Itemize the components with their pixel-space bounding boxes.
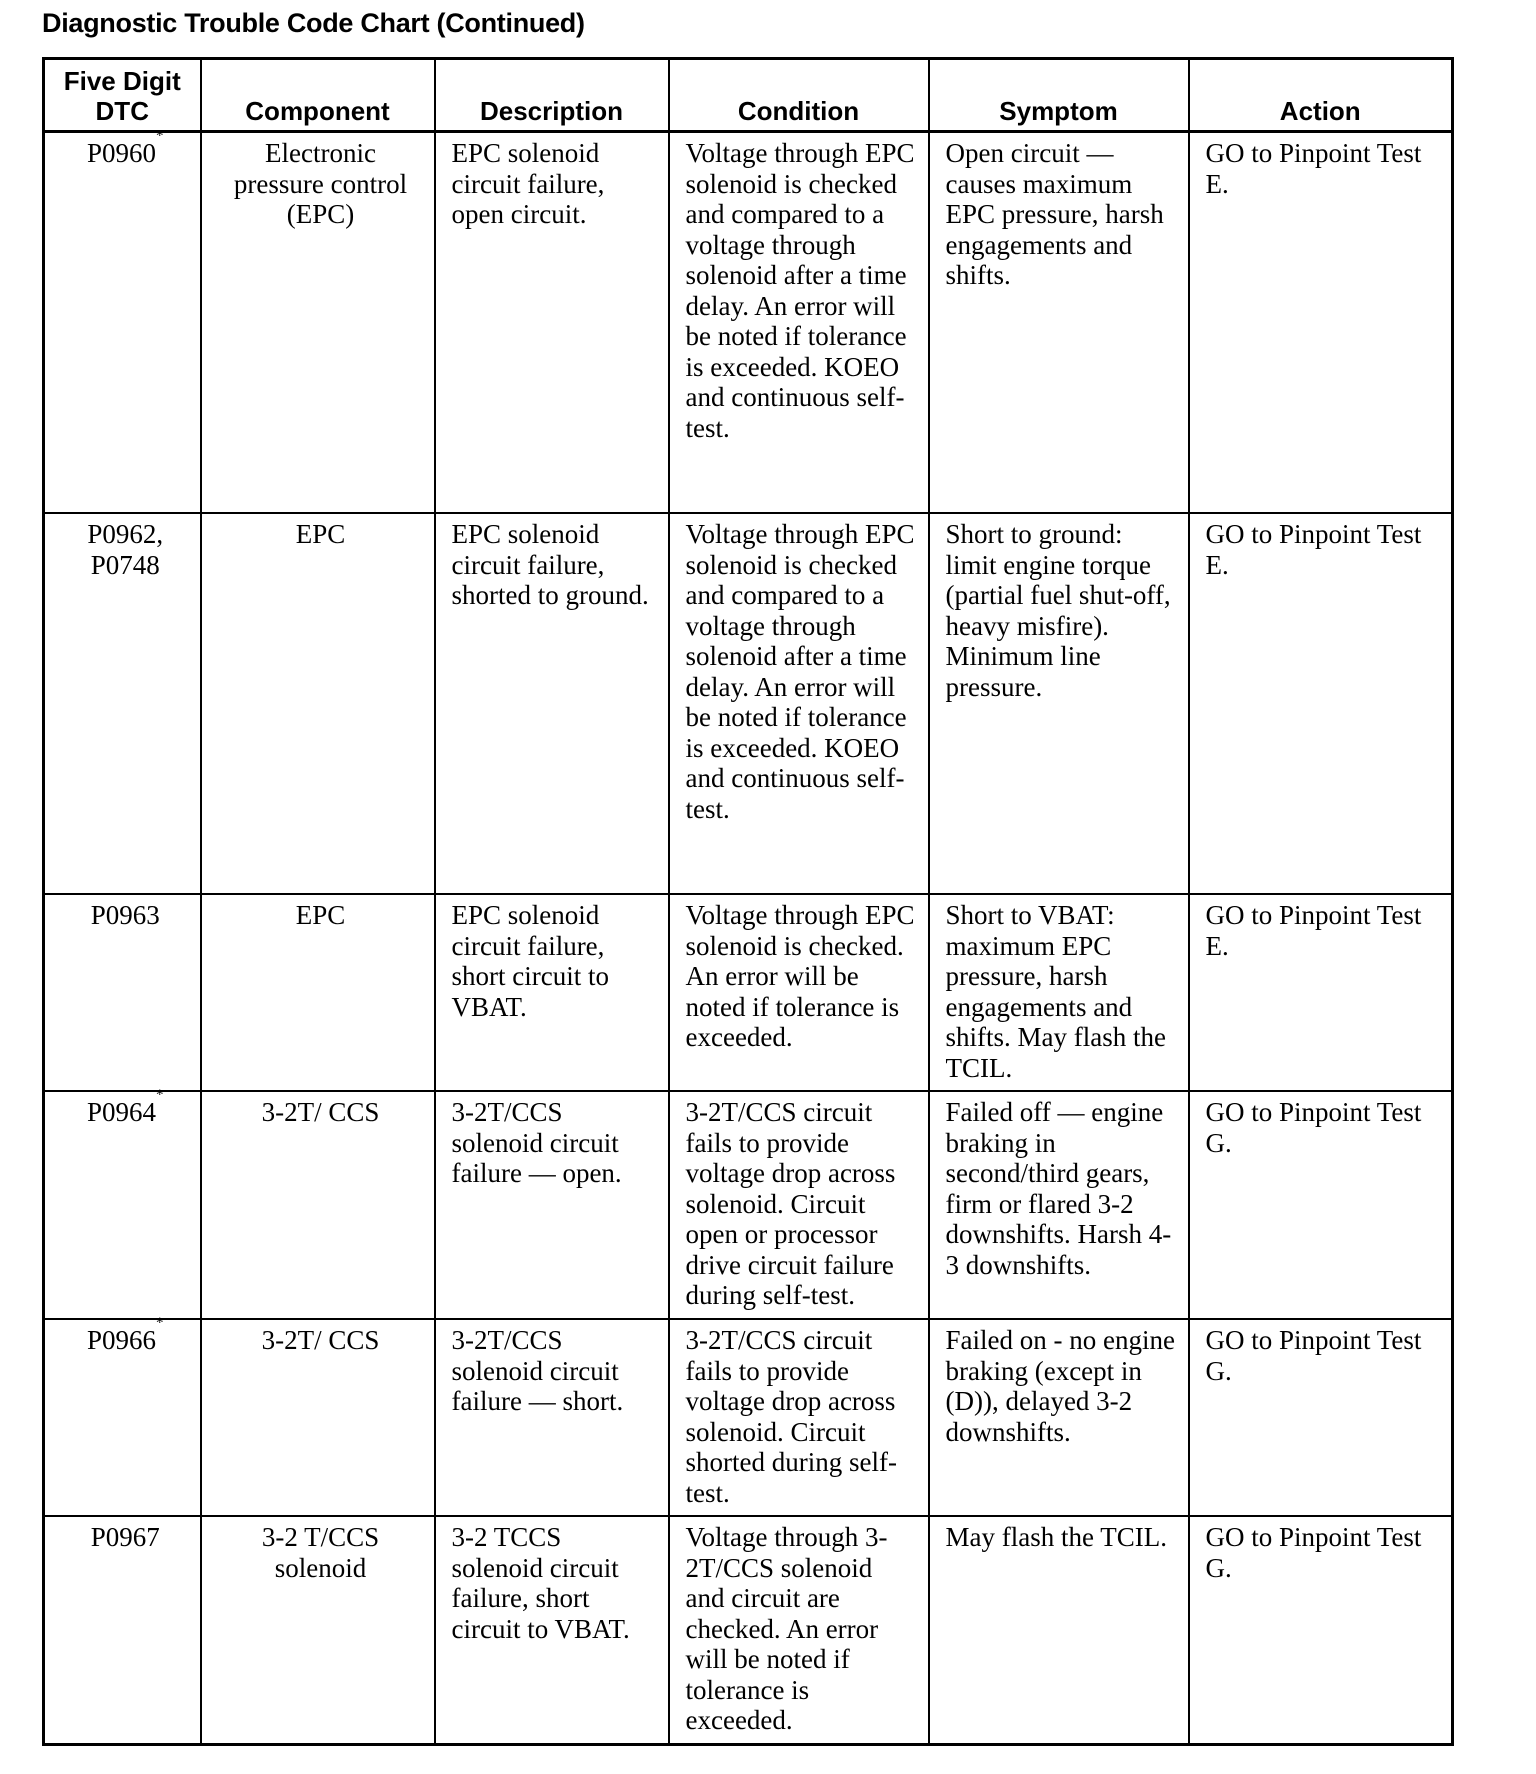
symptom-cell: Open circuit — causes maximum EPC pressure, harsh engagements and shifts. xyxy=(929,132,1189,514)
symptom-cell: Failed off — engine braking in second/third gears, firm or flared 3-2 downshifts. Harsh 4-3 downshifts. xyxy=(929,1091,1189,1319)
dtc-cell xyxy=(44,1516,201,1745)
table-row xyxy=(44,513,1453,894)
description-cell: 3-2T/CCS solenoid circuit failure — short. xyxy=(435,1319,669,1516)
table-row xyxy=(44,894,1453,1091)
symptom-cell: Failed on - no engine braking (except in (D)), delayed 3-2 downshifts. xyxy=(929,1319,1189,1516)
table-row xyxy=(44,132,1453,514)
component-cell: 3-2 T/CCS solenoid xyxy=(201,1516,435,1745)
dtc-cell xyxy=(44,1087,201,1319)
dtc-code: P0966 xyxy=(86,1325,157,1355)
condition-cell: Voltage through EPC solenoid is checked and compared to a voltage through solenoid after a time delay. An error will be noted if tolerance is exceeded. KOEO and continuous self-test. xyxy=(669,513,929,894)
component-cell: Electronic pressure control (EPC) xyxy=(201,132,435,514)
dtc-cell xyxy=(44,1315,201,1516)
description-cell: 3-2 TCCS solenoid circuit failure, short circuit to VBAT. xyxy=(435,1516,669,1745)
action-cell: GO to Pinpoint Test G. xyxy=(1189,1091,1453,1319)
dtc-cell xyxy=(44,513,201,894)
condition-cell: Voltage through 3-2T/CCS solenoid and circuit are checked. An error will be noted if tolerance is exceeded. xyxy=(669,1516,929,1745)
component-cell: 3-2T/ CCS xyxy=(201,1091,435,1319)
asterisk-mark: * xyxy=(156,1315,164,1331)
dtc-cell xyxy=(44,894,201,1091)
description-cell: EPC solenoid circuit failure, short circuit to VBAT. xyxy=(435,894,669,1091)
dtc-code: P0964 xyxy=(86,1097,157,1127)
action-cell: GO to Pinpoint Test E. xyxy=(1189,132,1453,514)
page-title: Diagnostic Trouble Code Chart (Continued) xyxy=(42,8,585,38)
description-cell: 3-2T/CCS solenoid circuit failure — open. xyxy=(435,1091,669,1319)
column-header-component: Component xyxy=(201,59,435,132)
condition-cell: 3-2T/CCS circuit fails to provide voltage drop across solenoid. Circuit open or processor drive circuit failure during self-test. xyxy=(669,1091,929,1319)
dtc-code: P0967 xyxy=(90,1522,160,1552)
column-header-description: Description xyxy=(435,59,669,132)
table-row xyxy=(44,1319,1453,1516)
table-row xyxy=(44,1516,1453,1745)
symptom-cell: Short to VBAT: maximum EPC pressure, harsh engagements and shifts. May flash the TCIL. xyxy=(929,894,1189,1091)
dtc-chart-table xyxy=(42,57,1454,1746)
action-cell: GO to Pinpoint Test E. xyxy=(1189,894,1453,1091)
component-cell: EPC xyxy=(201,513,435,894)
table-row xyxy=(44,1091,1453,1319)
condition-cell: Voltage through EPC solenoid is checked and compared to a voltage through solenoid after a time delay. An error will be noted if tolerance is exceeded. KOEO and continuous self-test. xyxy=(669,132,929,514)
description-cell: EPC solenoid circuit failure, shorted to ground. xyxy=(435,513,669,894)
dtc-code: P0963 xyxy=(90,900,160,930)
table-header-row xyxy=(44,59,1453,132)
column-header-symptom: Symptom xyxy=(929,59,1189,132)
column-header-condition: Condition xyxy=(669,59,929,132)
column-header-dtc: Five Digit DTC xyxy=(44,59,201,132)
action-cell: GO to Pinpoint Test G. xyxy=(1189,1516,1453,1745)
component-cell: EPC xyxy=(201,894,435,1091)
condition-cell: 3-2T/CCS circuit fails to provide voltage drop across solenoid. Circuit shorted during self-test. xyxy=(669,1319,929,1516)
component-cell: 3-2T/ CCS xyxy=(201,1319,435,1516)
action-cell: GO to Pinpoint Test E. xyxy=(1189,513,1453,894)
action-cell: GO to Pinpoint Test G. xyxy=(1189,1319,1453,1516)
symptom-cell: Short to ground: limit engine torque (partial fuel shut-off, heavy misfire). Minimum line pressure. xyxy=(929,513,1189,894)
dtc-cell xyxy=(44,128,201,514)
column-header-action: Action xyxy=(1189,59,1453,132)
description-cell: EPC solenoid circuit failure, open circuit. xyxy=(435,132,669,514)
asterisk-mark: * xyxy=(156,1087,164,1103)
condition-cell: Voltage through EPC solenoid is checked. An error will be noted if tolerance is exceeded. xyxy=(669,894,929,1091)
asterisk-mark: * xyxy=(156,128,164,144)
dtc-code: P0960 xyxy=(86,138,157,168)
symptom-cell: May flash the TCIL. xyxy=(929,1516,1189,1745)
dtc-code: P0962, P0748 xyxy=(87,519,164,580)
